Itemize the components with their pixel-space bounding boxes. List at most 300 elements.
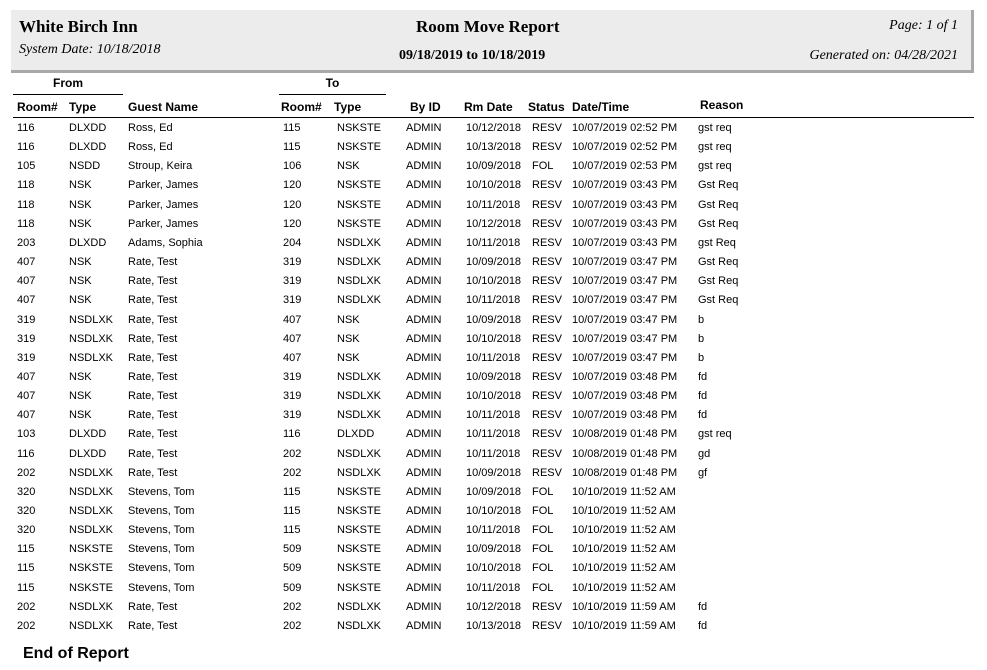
- cell-to-room: 319: [283, 390, 302, 403]
- cell-guest-name: Rate, Test: [128, 466, 178, 479]
- cell-by-id: ADMIN: [406, 179, 442, 192]
- cell-status: RESV: [532, 619, 562, 632]
- cell-to-type: NSKSTE: [337, 198, 382, 211]
- cell-date-time: 10/10/2019 11:52 AM: [572, 524, 676, 537]
- cell-to-room: 202: [283, 600, 302, 613]
- cell-guest-name: Ross, Ed: [128, 141, 173, 154]
- cell-date-time: 10/10/2019 11:52 AM: [572, 581, 676, 594]
- cell-status: RESV: [532, 275, 562, 288]
- cell-rm-date: 10/11/2018: [466, 524, 521, 537]
- col-header-date-time: Date/Time: [572, 100, 630, 114]
- cell-guest-name: Rate, Test: [128, 600, 178, 613]
- cell-to-type: NSKSTE: [337, 562, 382, 575]
- cell-rm-date: 10/10/2018: [466, 505, 522, 517]
- cell-status: RESV: [532, 428, 562, 441]
- generated-date: Generated on: 04/28/2021: [809, 48, 958, 63]
- cell-by-id: ADMIN: [406, 619, 442, 632]
- cell-guest-name: Rate, Test: [128, 294, 178, 307]
- cell-to-type: NSDLXK: [337, 409, 382, 422]
- cell-guest-name: Stevens, Tom: [128, 505, 195, 517]
- cell-rm-date: 10/11/2018: [466, 351, 521, 364]
- table-row: [0, 617, 987, 636]
- end-of-report: End of Report: [23, 645, 129, 662]
- cell-from-type: NSDLXK: [69, 505, 114, 517]
- cell-date-time: 10/10/2019 11:59 AM: [572, 619, 676, 632]
- cell-by-id: ADMIN: [406, 409, 442, 422]
- cell-from-room: 118: [17, 198, 35, 211]
- cell-reason: Gst Req: [698, 294, 739, 307]
- cell-by-id: ADMIN: [406, 581, 442, 594]
- cell-by-id: ADMIN: [406, 313, 442, 326]
- cell-to-type: NSDLXK: [337, 619, 382, 632]
- cell-from-type: DLXDD: [69, 428, 107, 441]
- table-row: [0, 157, 987, 176]
- cell-guest-name: Parker, James: [128, 198, 199, 211]
- col-header-from-room: Room#: [17, 100, 58, 114]
- cell-from-room: 320: [17, 524, 36, 537]
- col-header-by-id: By ID: [410, 100, 441, 114]
- cell-guest-name: Adams, Sophia: [128, 236, 203, 249]
- cell-from-type: NSDLXK: [69, 600, 114, 613]
- from-underline: [13, 94, 123, 95]
- cell-by-id: ADMIN: [406, 351, 442, 364]
- cell-from-type: NSDLXK: [69, 485, 114, 498]
- col-header-guest-name: Guest Name: [128, 100, 199, 114]
- page-number: Page: 1 of 1: [889, 18, 958, 33]
- cell-from-type: NSDLXK: [69, 466, 114, 479]
- table-row: [0, 138, 987, 157]
- cell-to-room: 319: [283, 370, 302, 383]
- cell-status: FOL: [532, 581, 554, 594]
- cell-from-type: NSDLXK: [69, 619, 114, 632]
- cell-status: RESV: [532, 390, 562, 403]
- cell-to-type: NSKSTE: [337, 485, 382, 498]
- table-row: [0, 406, 987, 425]
- cell-date-time: 10/10/2019 11:52 AM: [572, 562, 676, 575]
- cell-to-room: 116: [283, 428, 301, 441]
- table-row: [0, 483, 987, 502]
- cell-rm-date: 10/09/2018: [466, 543, 522, 556]
- cell-to-type: NSK: [337, 313, 360, 326]
- cell-from-room: 407: [17, 275, 36, 288]
- cell-guest-name: Rate, Test: [128, 428, 178, 441]
- date-range: 09/18/2019 to 10/18/2019: [399, 48, 546, 63]
- cell-status: FOL: [532, 505, 554, 517]
- to-underline: [279, 94, 386, 95]
- cell-from-room: 115: [17, 581, 35, 594]
- cell-status: FOL: [532, 543, 554, 556]
- cell-status: RESV: [532, 294, 562, 307]
- cell-reason: gf: [698, 466, 708, 479]
- table-row: [0, 330, 987, 349]
- cell-from-type: NSK: [69, 409, 92, 422]
- cell-from-type: NSKSTE: [69, 581, 114, 594]
- col-header-from-type: Type: [69, 100, 97, 114]
- cell-date-time: 10/07/2019 03:47 PM: [572, 294, 678, 307]
- cell-guest-name: Rate, Test: [128, 390, 178, 403]
- cell-from-type: NSDLXK: [69, 351, 114, 364]
- table-row: [0, 311, 987, 330]
- cell-reason: fd: [698, 600, 708, 613]
- cell-to-room: 319: [283, 275, 302, 288]
- cell-reason: gst Req: [698, 236, 736, 249]
- cell-by-id: ADMIN: [406, 217, 442, 230]
- cell-guest-name: Stevens, Tom: [128, 524, 195, 537]
- cell-from-room: 407: [17, 294, 36, 307]
- cell-date-time: 10/08/2019 01:48 PM: [572, 466, 678, 479]
- cell-status: RESV: [532, 256, 562, 269]
- table-row: [0, 445, 987, 464]
- cell-from-room: 319: [17, 313, 36, 326]
- cell-by-id: ADMIN: [406, 236, 442, 249]
- cell-to-type: NSDLXK: [337, 390, 382, 403]
- cell-to-room: 202: [283, 466, 302, 479]
- cell-status: RESV: [532, 370, 562, 383]
- cell-to-type: NSKSTE: [337, 524, 382, 537]
- col-header-status: Status: [528, 100, 565, 114]
- cell-by-id: ADMIN: [406, 122, 442, 134]
- cell-from-room: 115: [17, 562, 35, 575]
- cell-guest-name: Rate, Test: [128, 313, 178, 326]
- cell-rm-date: 10/11/2018: [466, 236, 521, 249]
- cell-by-id: ADMIN: [406, 524, 442, 537]
- cell-date-time: 10/07/2019 03:47 PM: [572, 332, 678, 345]
- cell-to-type: NSDLXK: [337, 236, 382, 249]
- cell-by-id: ADMIN: [406, 160, 442, 173]
- cell-date-time: 10/07/2019 03:43 PM: [572, 236, 678, 249]
- cell-from-room: 202: [17, 466, 36, 479]
- table-row: [0, 387, 987, 406]
- to-group-label: [279, 76, 386, 90]
- cell-reason: b: [698, 332, 705, 345]
- cell-from-type: NSDLXK: [69, 332, 114, 345]
- cell-status: RESV: [532, 141, 562, 154]
- cell-to-room: 202: [283, 447, 302, 460]
- cell-to-type: NSK: [337, 332, 360, 345]
- cell-rm-date: 10/09/2018: [466, 370, 522, 383]
- cell-to-room: 120: [283, 217, 302, 230]
- cell-from-type: NSKSTE: [69, 543, 114, 556]
- cell-status: RESV: [532, 409, 562, 422]
- cell-to-type: NSKSTE: [337, 581, 382, 594]
- cell-by-id: ADMIN: [406, 256, 442, 269]
- cell-to-room: 407: [283, 313, 302, 326]
- cell-from-type: DLXDD: [69, 236, 107, 249]
- table-row: [0, 119, 987, 138]
- cell-by-id: ADMIN: [406, 428, 442, 441]
- cell-rm-date: 10/10/2018: [466, 390, 522, 403]
- cell-from-type: NSDLXK: [69, 313, 114, 326]
- cell-from-type: NSKSTE: [69, 562, 114, 575]
- cell-from-type: NSK: [69, 390, 92, 403]
- cell-from-room: 407: [17, 256, 36, 269]
- cell-status: RESV: [532, 217, 562, 230]
- cell-by-id: ADMIN: [406, 198, 442, 211]
- cell-by-id: ADMIN: [406, 543, 442, 556]
- cell-date-time: 10/10/2019 11:59 AM: [572, 600, 676, 613]
- cell-to-type: NSKSTE: [337, 505, 382, 517]
- cell-guest-name: Stroup, Keira: [128, 160, 193, 173]
- cell-reason: gd: [698, 447, 711, 460]
- cell-from-room: 116: [17, 141, 35, 154]
- table-row: [0, 234, 987, 253]
- table-row: [0, 598, 987, 617]
- table-row: [0, 215, 987, 234]
- cell-to-room: 115: [283, 141, 301, 154]
- cell-from-room: 407: [17, 409, 36, 422]
- cell-by-id: ADMIN: [406, 447, 442, 460]
- cell-to-room: 319: [283, 294, 302, 307]
- cell-from-room: 103: [17, 428, 36, 441]
- cell-from-type: NSDD: [69, 160, 101, 173]
- cell-guest-name: Rate, Test: [128, 370, 178, 383]
- cell-by-id: ADMIN: [406, 390, 442, 403]
- cell-guest-name: Rate, Test: [128, 351, 178, 364]
- table-row: [0, 579, 987, 598]
- cell-date-time: 10/08/2019 01:48 PM: [572, 447, 678, 460]
- cell-rm-date: 10/09/2018: [466, 313, 522, 326]
- cell-to-room: 319: [283, 256, 302, 269]
- cell-from-room: 105: [17, 160, 36, 173]
- cell-rm-date: 10/13/2018: [466, 619, 522, 632]
- cell-guest-name: Parker, James: [128, 217, 199, 230]
- cell-date-time: 10/10/2019 11:52 AM: [572, 485, 676, 498]
- cell-from-room: 118: [17, 179, 35, 192]
- cell-guest-name: Parker, James: [128, 179, 199, 192]
- cell-status: RESV: [532, 122, 562, 134]
- cell-rm-date: 10/10/2018: [466, 332, 522, 345]
- col-header-rm-date: Rm Date: [464, 100, 513, 114]
- cell-to-type: NSKSTE: [337, 141, 382, 154]
- cell-by-id: ADMIN: [406, 485, 442, 498]
- cell-to-type: NSDLXK: [337, 275, 382, 288]
- cell-rm-date: 10/11/2018: [466, 447, 521, 460]
- cell-to-room: 106: [283, 160, 302, 173]
- cell-from-type: NSK: [69, 198, 92, 211]
- cell-guest-name: Ross, Ed: [128, 122, 173, 134]
- cell-reason: fd: [698, 390, 708, 403]
- cell-status: FOL: [532, 485, 554, 498]
- cell-date-time: 10/07/2019 03:47 PM: [572, 351, 678, 364]
- cell-to-type: NSKSTE: [337, 543, 382, 556]
- cell-guest-name: Rate, Test: [128, 256, 178, 269]
- cell-status: RESV: [532, 466, 562, 479]
- cell-rm-date: 10/11/2018: [466, 198, 521, 211]
- cell-date-time: 10/07/2019 03:43 PM: [572, 217, 678, 230]
- cell-reason: b: [698, 351, 705, 364]
- cell-date-time: 10/07/2019 03:43 PM: [572, 198, 678, 211]
- cell-status: RESV: [532, 198, 562, 211]
- cell-by-id: ADMIN: [406, 275, 442, 288]
- cell-by-id: ADMIN: [406, 466, 442, 479]
- cell-by-id: ADMIN: [406, 562, 442, 575]
- cell-guest-name: Rate, Test: [128, 409, 178, 422]
- table-row: [0, 176, 987, 195]
- cell-to-type: NSKSTE: [337, 217, 382, 230]
- cell-from-room: 116: [17, 447, 35, 460]
- cell-from-type: NSK: [69, 217, 92, 230]
- cell-to-room: 115: [283, 505, 301, 517]
- cell-rm-date: 10/13/2018: [466, 141, 522, 154]
- cell-to-room: 115: [283, 122, 301, 134]
- cell-date-time: 10/10/2019 11:52 AM: [572, 505, 676, 517]
- cell-from-type: DLXDD: [69, 447, 107, 460]
- cell-rm-date: 10/09/2018: [466, 160, 522, 173]
- cell-guest-name: Rate, Test: [128, 332, 178, 345]
- cell-date-time: 10/07/2019 02:52 PM: [572, 141, 678, 154]
- cell-to-type: NSK: [337, 351, 360, 364]
- cell-rm-date: 10/09/2018: [466, 256, 522, 269]
- cell-from-room: 203: [17, 236, 36, 249]
- cell-reason: gst req: [698, 122, 732, 134]
- cell-to-room: 120: [283, 198, 302, 211]
- cell-reason: fd: [698, 619, 708, 632]
- cell-from-room: 320: [17, 485, 36, 498]
- cell-date-time: 10/07/2019 03:47 PM: [572, 313, 678, 326]
- report-title: Room Move Report: [416, 17, 560, 36]
- cell-rm-date: 10/11/2018: [466, 294, 521, 307]
- cell-date-time: 10/07/2019 03:47 PM: [572, 275, 678, 288]
- cell-from-type: DLXDD: [69, 122, 107, 134]
- col-header-to-type: Type: [334, 100, 362, 114]
- table-row: [0, 502, 987, 521]
- cell-guest-name: Stevens, Tom: [128, 581, 195, 594]
- cell-to-room: 202: [283, 619, 302, 632]
- cell-from-room: 319: [17, 351, 36, 364]
- from-group-label: [13, 76, 123, 90]
- cell-date-time: 10/07/2019 02:52 PM: [572, 122, 678, 134]
- cell-rm-date: 10/10/2018: [466, 562, 522, 575]
- cell-to-room: 509: [283, 543, 302, 556]
- table-row: [0, 253, 987, 272]
- cell-by-id: ADMIN: [406, 332, 442, 345]
- inn-name: White Birch Inn: [19, 17, 138, 36]
- cell-guest-name: Stevens, Tom: [128, 562, 195, 575]
- cell-to-type: NSDLXK: [337, 294, 382, 307]
- cell-date-time: 10/07/2019 03:48 PM: [572, 409, 678, 422]
- cell-date-time: 10/08/2019 01:48 PM: [572, 428, 678, 441]
- cell-status: RESV: [532, 179, 562, 192]
- cell-reason: b: [698, 313, 705, 326]
- cell-from-room: 407: [17, 370, 36, 383]
- cell-from-type: NSK: [69, 256, 92, 269]
- cell-reason: Gst Req: [698, 198, 739, 211]
- cell-reason: gst req: [698, 428, 732, 441]
- cell-reason: Gst Req: [698, 179, 739, 192]
- cell-status: FOL: [532, 524, 554, 537]
- cell-from-type: NSK: [69, 179, 92, 192]
- table-row: [0, 559, 987, 578]
- cell-by-id: ADMIN: [406, 370, 442, 383]
- cell-rm-date: 10/10/2018: [466, 275, 522, 288]
- cell-from-type: NSK: [69, 370, 92, 383]
- cell-reason: fd: [698, 409, 708, 422]
- table-row: [0, 272, 987, 291]
- cell-status: FOL: [532, 160, 554, 173]
- cell-status: RESV: [532, 313, 562, 326]
- cell-rm-date: 10/12/2018: [466, 600, 522, 613]
- table-row: [0, 521, 987, 540]
- cell-to-type: DLXDD: [337, 428, 375, 441]
- report-header: [11, 10, 974, 73]
- cell-reason: Gst Req: [698, 275, 739, 288]
- cell-by-id: ADMIN: [406, 505, 442, 517]
- cell-status: RESV: [532, 332, 562, 345]
- cell-to-room: 120: [283, 179, 302, 192]
- from-label: From: [53, 76, 83, 90]
- cell-rm-date: 10/09/2018: [466, 485, 522, 498]
- cell-to-room: 407: [283, 332, 302, 345]
- cell-guest-name: Rate, Test: [128, 619, 178, 632]
- cell-date-time: 10/07/2019 03:48 PM: [572, 370, 678, 383]
- cell-to-type: NSKSTE: [337, 179, 382, 192]
- cell-rm-date: 10/10/2018: [466, 179, 522, 192]
- cell-reason: gst req: [698, 160, 732, 173]
- cell-from-room: 320: [17, 505, 36, 517]
- cell-guest-name: Stevens, Tom: [128, 543, 195, 556]
- cell-from-room: 202: [17, 600, 36, 613]
- cell-date-time: 10/10/2019 11:52 AM: [572, 543, 676, 556]
- cell-guest-name: Rate, Test: [128, 275, 178, 288]
- cell-to-type: NSDLXK: [337, 370, 382, 383]
- cell-rm-date: 10/12/2018: [466, 122, 522, 134]
- cell-rm-date: 10/11/2018: [466, 581, 521, 594]
- cell-to-type: NSK: [337, 160, 360, 173]
- cell-rm-date: 10/11/2018: [466, 409, 521, 422]
- col-header-to-room: Room#: [281, 100, 322, 114]
- cell-to-room: 115: [283, 485, 301, 498]
- table-row: [0, 540, 987, 559]
- cell-to-room: 204: [283, 236, 302, 249]
- cell-from-type: DLXDD: [69, 141, 107, 154]
- cell-date-time: 10/07/2019 03:43 PM: [572, 179, 678, 192]
- header-rule: [13, 117, 974, 118]
- cell-date-time: 10/07/2019 03:47 PM: [572, 256, 678, 269]
- to-label: To: [325, 76, 340, 90]
- cell-guest-name: Rate, Test: [128, 447, 178, 460]
- cell-to-type: NSKSTE: [337, 122, 382, 134]
- table-row: [0, 291, 987, 310]
- cell-from-type: NSK: [69, 275, 92, 288]
- cell-to-type: NSDLXK: [337, 447, 382, 460]
- cell-from-room: 319: [17, 332, 36, 345]
- table-row: [0, 349, 987, 368]
- cell-by-id: ADMIN: [406, 600, 442, 613]
- cell-reason: gst req: [698, 141, 732, 154]
- cell-rm-date: 10/12/2018: [466, 217, 522, 230]
- cell-rm-date: 10/09/2018: [466, 466, 522, 479]
- cell-by-id: ADMIN: [406, 141, 442, 154]
- cell-guest-name: Stevens, Tom: [128, 485, 195, 498]
- cell-reason: Gst Req: [698, 217, 739, 230]
- cell-from-room: 118: [17, 217, 35, 230]
- cell-to-type: NSDLXK: [337, 466, 382, 479]
- cell-status: RESV: [532, 600, 562, 613]
- cell-to-room: 115: [283, 524, 301, 537]
- cell-to-room: 509: [283, 581, 302, 594]
- cell-date-time: 10/07/2019 03:48 PM: [572, 390, 678, 403]
- table-row: [0, 464, 987, 483]
- cell-status: RESV: [532, 236, 562, 249]
- cell-status: RESV: [532, 447, 562, 460]
- cell-reason: Gst Req: [698, 256, 739, 269]
- table-row: [0, 196, 987, 215]
- cell-rm-date: 10/11/2018: [466, 428, 521, 441]
- cell-date-time: 10/07/2019 02:53 PM: [572, 160, 678, 173]
- cell-by-id: ADMIN: [406, 294, 442, 307]
- cell-from-room: 407: [17, 390, 36, 403]
- table-row: [0, 368, 987, 387]
